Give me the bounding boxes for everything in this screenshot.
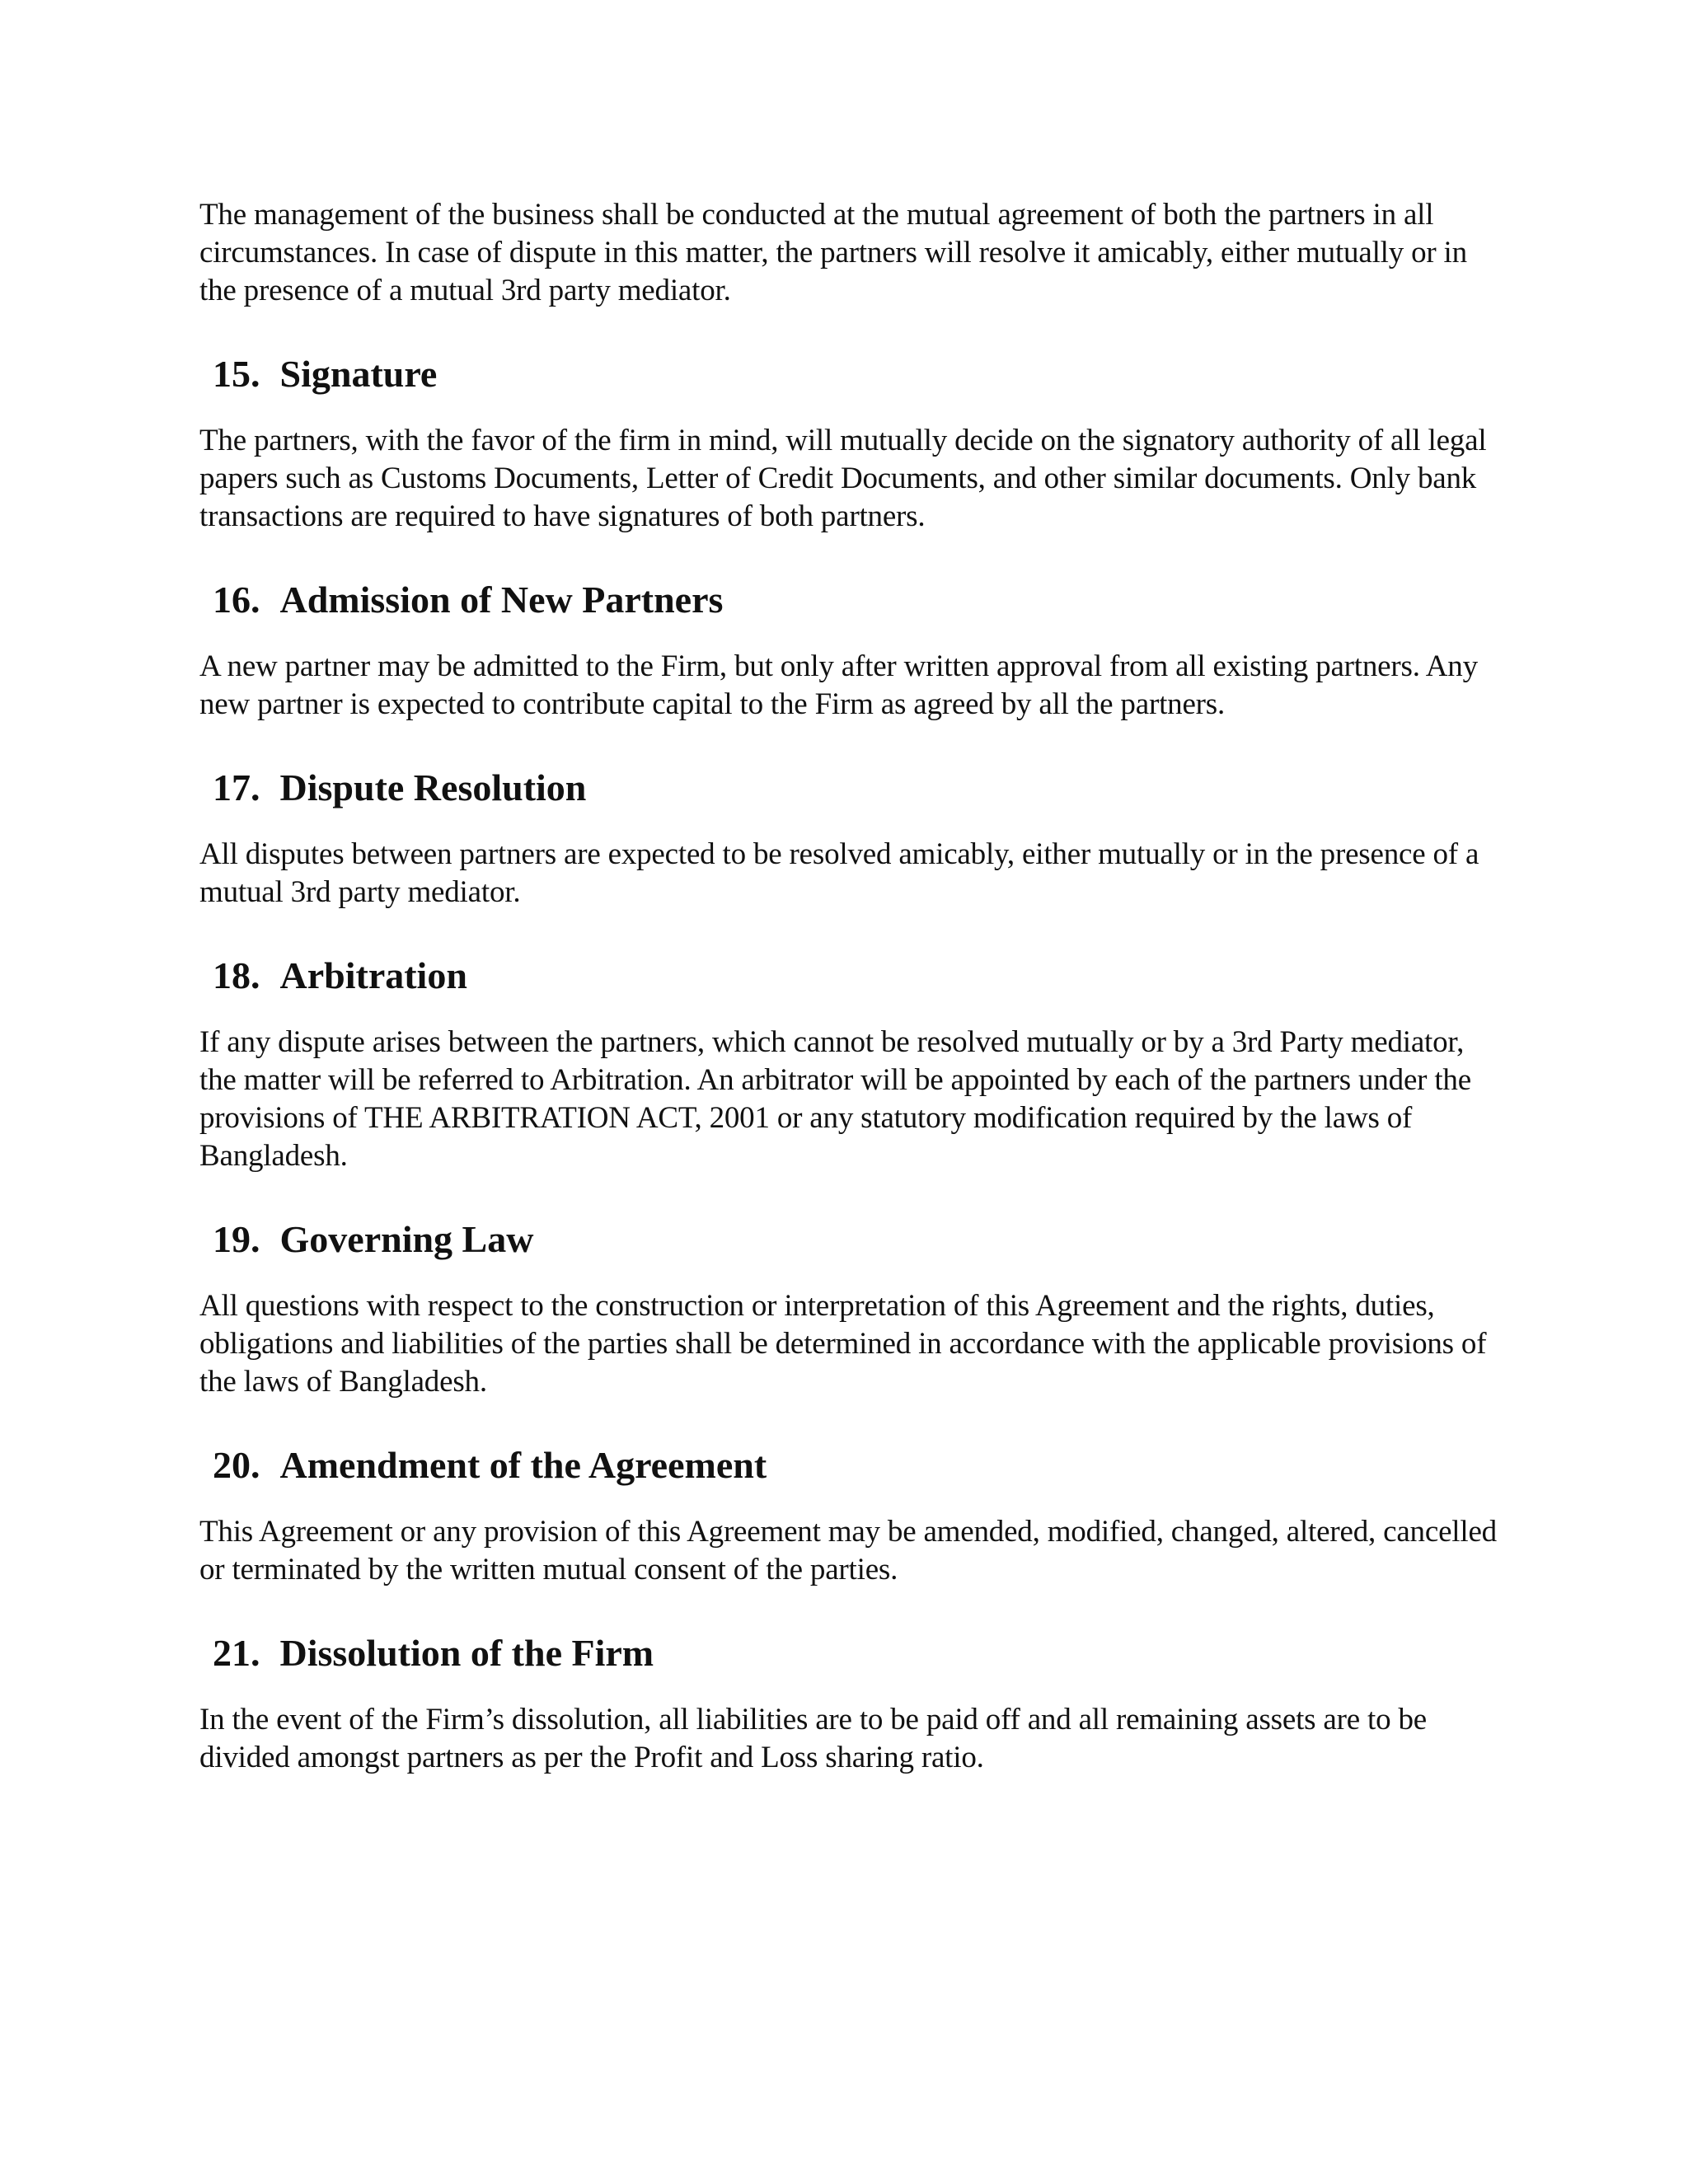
section-paragraph: If any dispute arises between the partners, which cannot be resolved mutually or by a 3rd Party mediator, the matter will be referred to Arbitration. An arbitrator will be appointed by each of the partners under the provisions of THE ARBITRATION ACT, 2001 or any statutory modification required by the laws of Bangladesh. (199, 1025, 1471, 1173)
section-number: 19. (213, 1218, 260, 1260)
section-title: Dispute Resolution (279, 766, 587, 808)
section-title: Amendment of the Agreement (279, 1444, 767, 1486)
section-number: 16. (213, 579, 260, 621)
section-title: Governing Law (279, 1218, 534, 1260)
section-paragraph: A new partner may be admitted to the Firm, but only after written approval from all existing partners. Any new partner is expected to contribute capital to the Firm as agreed by all the partners. (199, 649, 1478, 721)
section-paragraph: All disputes between partners are expected to be resolved amicably, either mutually or in the presence of a mutual 3rd party mediator. (199, 837, 1479, 909)
section-18-arbitration (199, 953, 1502, 1175)
section-heading (199, 1216, 1502, 1263)
section-heading (199, 351, 1502, 397)
section-heading (199, 1442, 1502, 1488)
section-20-amendment-of-the-agreement (199, 1442, 1502, 1589)
section-title: Admission of New Partners (279, 579, 724, 621)
section-heading (199, 577, 1502, 623)
section-paragraph: All questions with respect to the construction or interpretation of this Agreement and the rights, duties, obligations and liabilities of the parties shall be determined in accordance with the applicable provisions of the laws of Bangladesh. (199, 1289, 1487, 1399)
document-body (199, 196, 1502, 1777)
section-heading (199, 1630, 1502, 1676)
section-title: Arbitration (279, 954, 467, 996)
section-number: 17. (213, 766, 260, 808)
section-paragraph: In the event of the Firm’s dissolution, all liabilities are to be paid off and all remaining assets are to be divided amongst partners as per the Profit and Loss sharing ratio. (199, 1703, 1428, 1774)
section-number: 18. (213, 954, 260, 996)
section-21-dissolution-of-the-firm (199, 1630, 1502, 1777)
section-15-signature (199, 351, 1502, 536)
section-paragraph: The partners, with the favor of the firm in mind, will mutually decide on the signatory authority of all legal papers such as Customs Documents, Letter of Credit Documents, and other similar documents. Only bank transactions are required to have signatures of both partners. (199, 424, 1487, 533)
section-paragraph: This Agreement or any provision of this Agreement may be amended, modified, changed, altered, cancelled or terminated by the written mutual consent of the parties. (199, 1515, 1497, 1586)
section-17-dispute-resolution (199, 765, 1502, 912)
intro-paragraph: The management of the business shall be conducted at the mutual agreement of both the partners in all circumstances. In case of dispute in this matter, the partners will resolve it amicably, either mutually or in the presence of a mutual 3rd party mediator. (199, 198, 1467, 307)
section-19-governing-law (199, 1216, 1502, 1401)
section-heading (199, 953, 1502, 999)
section-heading (199, 765, 1502, 811)
section-number: 15. (213, 353, 260, 395)
section-16-admission-of-new-partners (199, 577, 1502, 724)
section-title: Signature (279, 353, 438, 395)
section-number: 21. (213, 1632, 260, 1674)
section-title: Dissolution of the Firm (279, 1632, 654, 1674)
section-number: 20. (213, 1444, 260, 1486)
